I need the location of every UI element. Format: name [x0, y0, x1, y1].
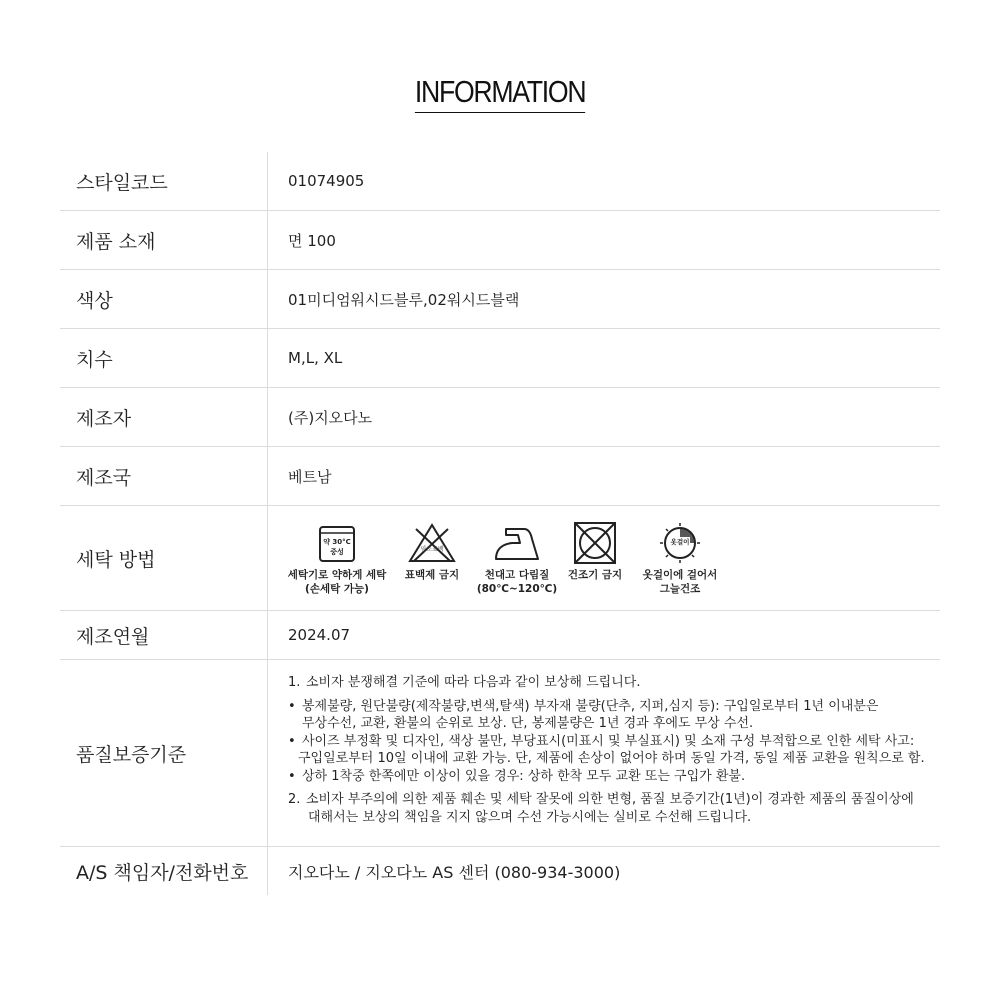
- wash-tub-30c-icon: [315, 521, 359, 565]
- quality-item: [288, 698, 925, 733]
- info-table: [60, 152, 940, 895]
- care-label: [568, 568, 622, 582]
- care-item-wash: [282, 521, 392, 596]
- item-line: 소비자 부주의에 의한 제품 훼손 및 세탁 잘못에 의한 변형, 품질 보증기간(1년)이 경과한 제품의 품질이상에: [306, 792, 914, 807]
- row-label: 품질보증기준: [60, 660, 268, 846]
- row-value: (주)지오다노: [288, 408, 373, 427]
- care-symbols: [268, 506, 940, 610]
- care-label-line: 천대고 다림질: [484, 568, 550, 581]
- care-list: [282, 521, 732, 596]
- item-marker: •: [288, 733, 296, 749]
- item-marker: •: [288, 698, 296, 714]
- row-label: 제품 소재: [60, 211, 268, 269]
- quality-text: [268, 660, 925, 846]
- care-label: [643, 568, 718, 596]
- row-size: [60, 329, 940, 388]
- row-value: 면 100: [288, 231, 336, 250]
- item-marker: 1.: [288, 675, 301, 690]
- icon-text: 약 30°C: [323, 537, 351, 546]
- care-label-line: 건조기 금지: [567, 568, 623, 581]
- row-style-code: [60, 152, 940, 211]
- row-manufacturer: [60, 388, 940, 447]
- item-line: 구입일로부터 10일 이내에 교환 가능. 단, 제품에 손상이 없어야 하며 동일 가격, 동일 제품 교환을 원칙으로 함.: [298, 751, 925, 766]
- row-color: [60, 270, 940, 329]
- row-washing: [60, 506, 940, 611]
- row-label: 세탁 방법: [60, 506, 268, 610]
- care-label: [477, 568, 557, 596]
- care-label-line: (80℃~120℃): [476, 582, 558, 595]
- no-bleach-icon: [406, 521, 458, 565]
- item-text: [298, 733, 925, 768]
- row-label: 제조자: [60, 388, 268, 446]
- item-text: 소비자 분쟁해결 기준에 따라 다음과 같이 보상해 드립니다.: [306, 675, 641, 690]
- icon-text: 옷걸이: [670, 537, 690, 546]
- care-label-line: 표백제 금지: [404, 568, 460, 581]
- row-label: 스타일코드: [60, 152, 268, 210]
- care-item-dryer: [562, 521, 628, 582]
- row-date: [60, 611, 940, 660]
- row-value: 01074905: [288, 172, 365, 190]
- item-marker: 2.: [288, 792, 301, 807]
- icon-text: 염소표백: [420, 545, 444, 553]
- row-label: 색상: [60, 270, 268, 328]
- row-material: [60, 211, 940, 270]
- care-label-line: 옷걸이에 걸어서: [642, 568, 718, 581]
- item-text: [302, 698, 925, 733]
- row-value: 베트남: [288, 467, 332, 486]
- item-marker: •: [288, 768, 296, 784]
- row-value: M,L, XL: [288, 349, 343, 367]
- care-item-iron: [472, 521, 562, 596]
- row-label: 제조연월: [60, 611, 268, 659]
- row-label: A/S 책임자/전화번호: [60, 847, 268, 895]
- row-quality: [60, 660, 940, 847]
- quality-item: [288, 791, 925, 826]
- quality-item: [288, 768, 925, 786]
- item-text: [302, 791, 925, 826]
- care-item-bleach: [392, 521, 472, 582]
- quality-item: [288, 674, 925, 692]
- row-country: [60, 447, 940, 506]
- hang-dry-shade-icon: [655, 521, 705, 565]
- care-label-line: (손세탁 가능): [305, 582, 369, 595]
- row-as: [60, 847, 940, 895]
- row-value: 2024.07: [288, 626, 351, 644]
- icon-text: 중성: [330, 547, 344, 556]
- iron-icon: [490, 521, 544, 565]
- item-text: 상하 1착중 한쪽에만 이상이 있을 경우: 상하 한착 모두 교환 또는 구입가 환불.: [302, 768, 746, 784]
- care-label-line: 그늘건조: [659, 582, 701, 595]
- row-label: 제조국: [60, 447, 268, 505]
- care-label-line: 세탁기로 약하게 세탁: [287, 568, 387, 581]
- care-label: [288, 568, 387, 596]
- care-label: [405, 568, 459, 582]
- page-title: INFORMATION: [415, 74, 585, 113]
- no-tumble-dry-icon: [571, 521, 619, 565]
- care-item-hang-dry: [628, 521, 732, 596]
- item-line: 사이즈 부정확 및 디자인, 색상 불만, 부당표시(미표시 및 부실표시) 및 소재 구성 부적합으로 인한 세탁 사고:: [302, 733, 915, 749]
- row-value: 01미디엄워시드블루,02워시드블랙: [288, 290, 520, 309]
- item-line: 대해서는 보상의 책임을 지지 않으며 수선 가능시에는 실비로 수선해 드립니다.: [308, 809, 752, 825]
- row-value: 지오다노 / 지오다노 AS 센터 (080-934-3000): [288, 862, 621, 882]
- title-wrap: [0, 74, 1000, 113]
- item-line: 무상수선, 교환, 환불의 순위로 보상. 단, 봉제불량은 1년 경과 후에도 무상 수선.: [302, 716, 754, 731]
- item-line: 봉제불량, 원단불량(제작불량,변색,탈색) 부자재 불량(단추, 지퍼,심지 등): 구입일로부터 1년 이내분은: [302, 698, 879, 714]
- quality-item: [288, 733, 925, 768]
- row-label: 치수: [60, 329, 268, 387]
